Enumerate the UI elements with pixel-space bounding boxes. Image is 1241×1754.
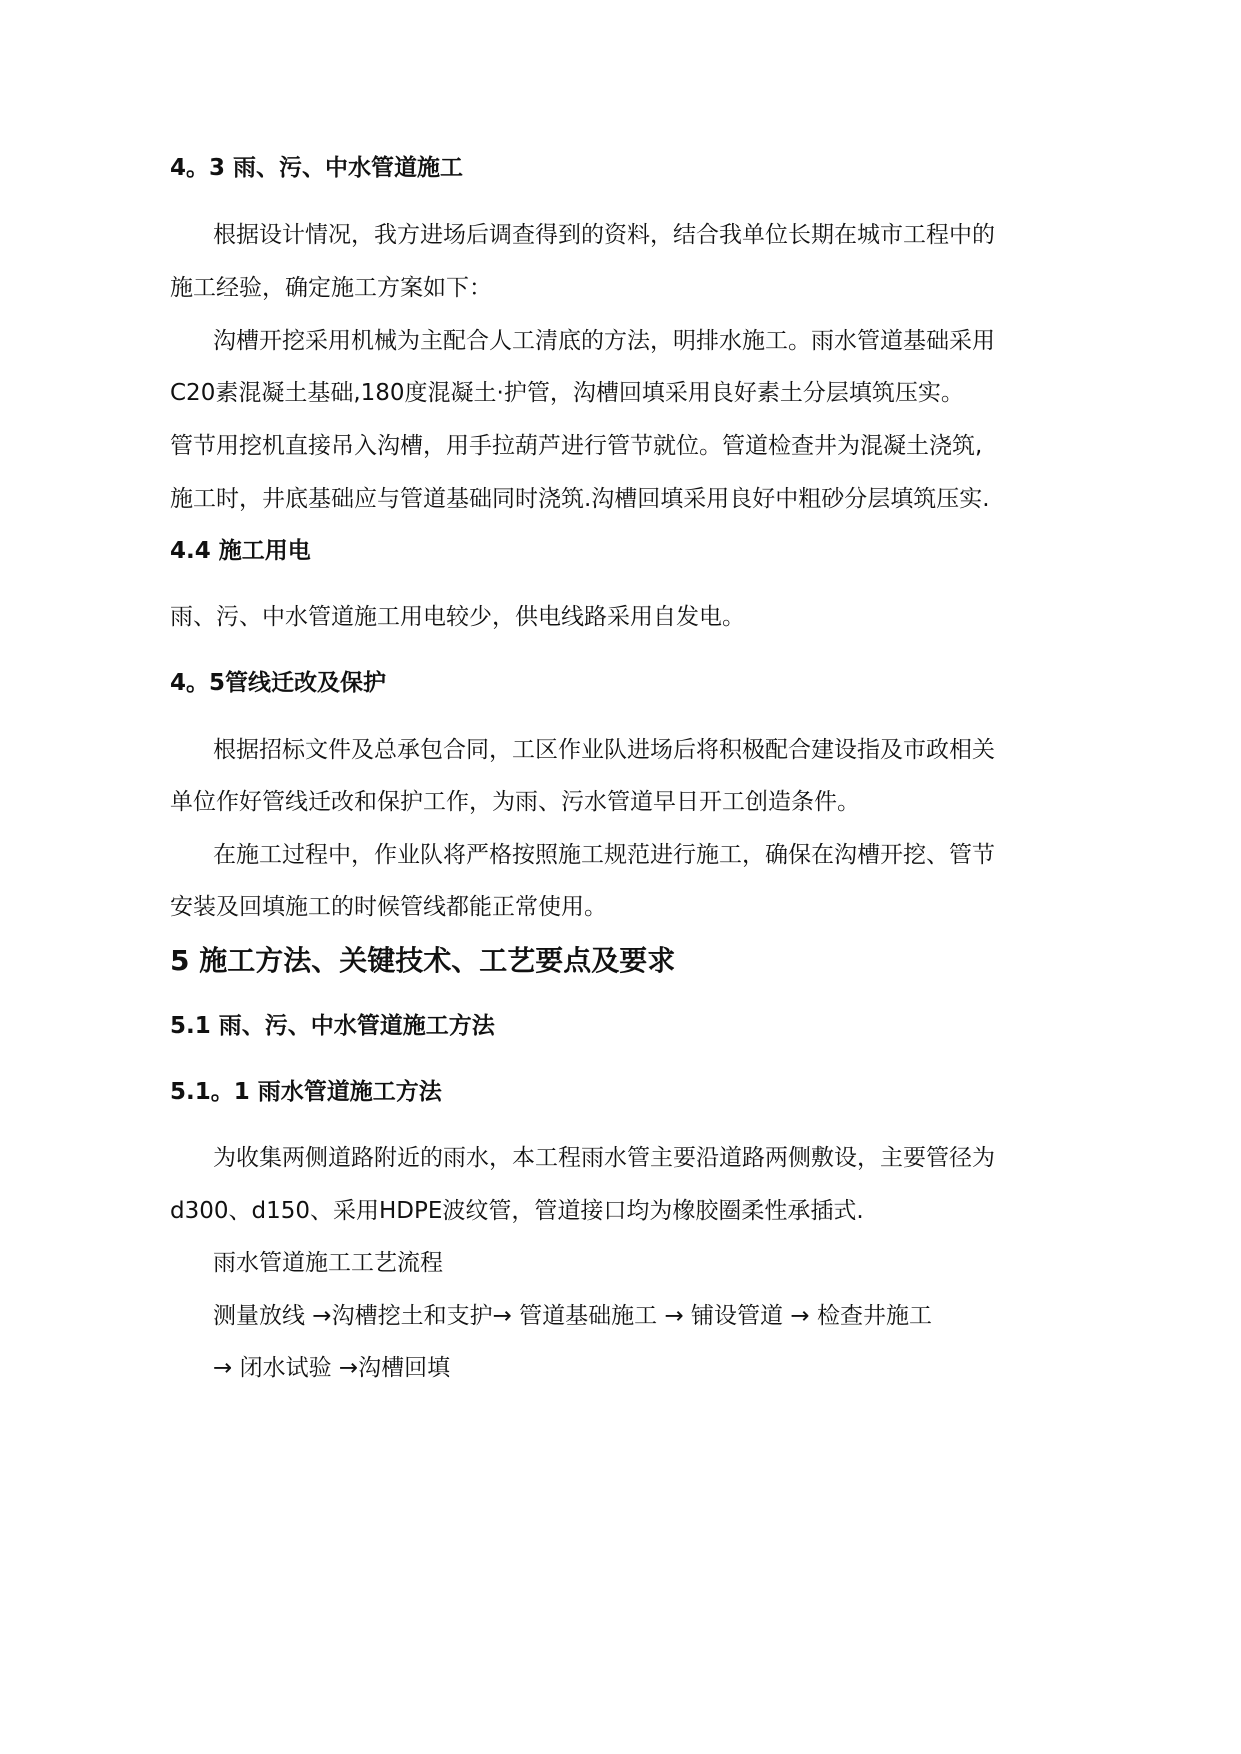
paragraph-line: d300、d150、采用HDPE波纹管，管道接口均为橡胶圈柔性承插式. [170,1198,864,1224]
heading-5: 5 施工方法、关键技术、工艺要点及要求 [170,944,676,977]
paragraph-line: 为收集两侧道路附近的雨水，本工程雨水管主要沿道路两侧敷设，主要管径为 [213,1145,995,1171]
paragraph-line: C20素混凝土基础,180度混凝土·护管，沟槽回填采用良好素土分层填筑压实。 [170,380,964,406]
paragraph-line: 施工时，井底基础应与管道基础同时浇筑.沟槽回填采用良好中粗砂分层填筑压实. [170,486,990,512]
heading-5-1-1: 5.1。1 雨水管道施工方法 [170,1079,442,1105]
paragraph-line: 根据设计情况，我方进场后调查得到的资料，结合我单位长期在城市工程中的 [213,222,995,248]
paragraph-line: 雨、污、中水管道施工用电较少，供电线路采用自发电。 [170,604,745,630]
flow-line: 测量放线 →沟槽挖土和支护→ 管道基础施工 → 铺设管道 → 检查井施工 [213,1303,932,1329]
paragraph-line: 单位作好管线迁改和保护工作，为雨、污水管道早日开工创造条件。 [170,789,860,815]
paragraph-line: 根据招标文件及总承包合同，工区作业队进场后将积极配合建设指及市政相关 [213,737,995,763]
flow-line: → 闭水试验 →沟槽回填 [213,1355,451,1381]
paragraph-line: 施工经验，确定施工方案如下： [170,275,492,301]
heading-4-4: 4.4 施工用电 [170,538,311,564]
paragraph-line: 安装及回填施工的时候管线都能正常使用。 [170,894,607,920]
paragraph-line: 沟槽开挖采用机械为主配合人工清底的方法，明排水施工。雨水管道基础采用 [213,328,995,354]
paragraph-line: 管节用挖机直接吊入沟槽，用手拉葫芦进行管节就位。管道检查井为混凝土浇筑, [170,433,983,459]
flow-title: 雨水管道施工工艺流程 [213,1250,443,1276]
heading-4-3: 4。3 雨、污、中水管道施工 [170,155,464,181]
heading-4-5: 4。5管线迁改及保护 [170,670,387,696]
heading-5-1: 5.1 雨、污、中水管道施工方法 [170,1013,495,1039]
paragraph-line: 在施工过程中，作业队将严格按照施工规范进行施工，确保在沟槽开挖、管节 [213,842,995,868]
